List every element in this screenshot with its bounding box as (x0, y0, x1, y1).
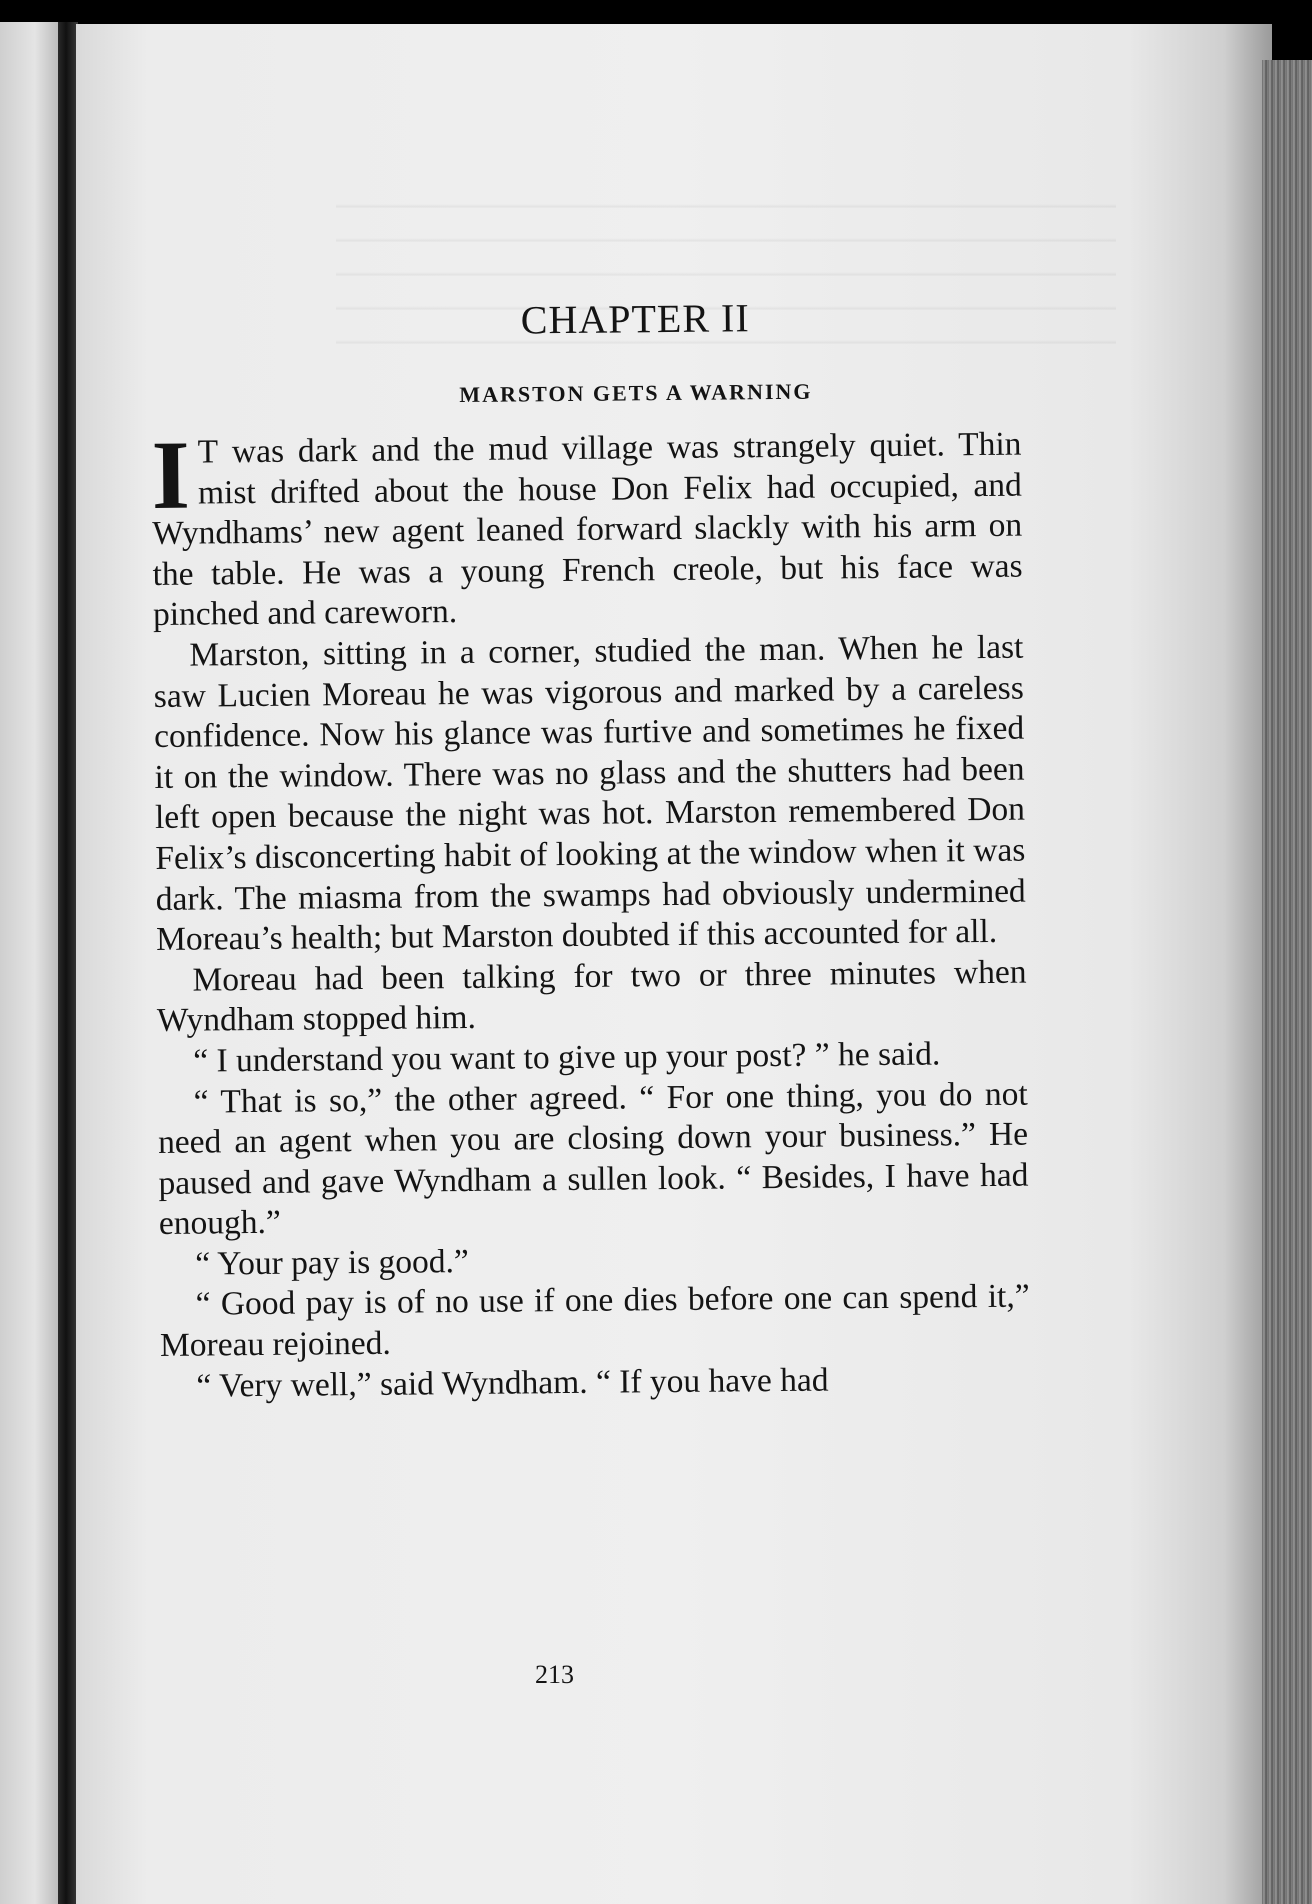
chapter-title: CHAPTER II (520, 295, 750, 343)
previous-page-edge (0, 22, 58, 1904)
paragraph-1 (151, 421, 1023, 636)
page-text-block (150, 292, 1031, 1408)
book-spine (58, 22, 78, 1904)
paragraph-2: Marston, sitting in a corner, studied the man. When he last saw Lucien Moreau he was vigorous and marked by a careless confidence. Now his glance was furtive and sometimes he fixed it on the window. There was no glass and the shutters had been left open because the night was hot. Marston remembered Don Felix’s disconcerting habit of looking at the window when it was dark. The miasma from the swamps had obviously undermined Moreau’s health; but Marston doubted if this accounted for all. (153, 628, 1026, 959)
paragraph-4: “ I understand you want to give up your post? ” he said. (193, 1035, 941, 1080)
first-word-lead: T (197, 433, 219, 471)
page-number: 213 (535, 1660, 574, 1689)
paragraph-8: “ Very well,” said Wyndham. “ If you have had (196, 1361, 829, 1405)
chapter-subtitle: MARSTON GETS A WARNING (459, 378, 813, 408)
paragraph-5: “ That is so,” the other agreed. “ For one thing, you do not need an agent when you are closing down your business.” He paused and gave Wyndham a sullen look. “ Besides, I have had enough.” (157, 1075, 1029, 1243)
paragraph-7: “ Good pay is of no use if one dies before one can spend it,” Moreau rejoined. (159, 1278, 1030, 1365)
paragraph-3: Moreau had been talking for two or three minutes when Wyndham stopped him. (156, 953, 1027, 1040)
scan-border-top (0, 0, 1312, 24)
paragraph-1-text: was dark and the mud village was strangely quiet. Thin mist drifted about the house Don Felix had occupied, and Wyndhams’ new agent leaned forward slackly with his arm on the table. He was a young French creole, but his face was pinched and careworn. (152, 425, 1023, 634)
drop-cap: I (151, 421, 191, 530)
paragraph-6: “ Your pay is good.” (195, 1242, 469, 1283)
page-stack-edges (1262, 60, 1312, 1904)
